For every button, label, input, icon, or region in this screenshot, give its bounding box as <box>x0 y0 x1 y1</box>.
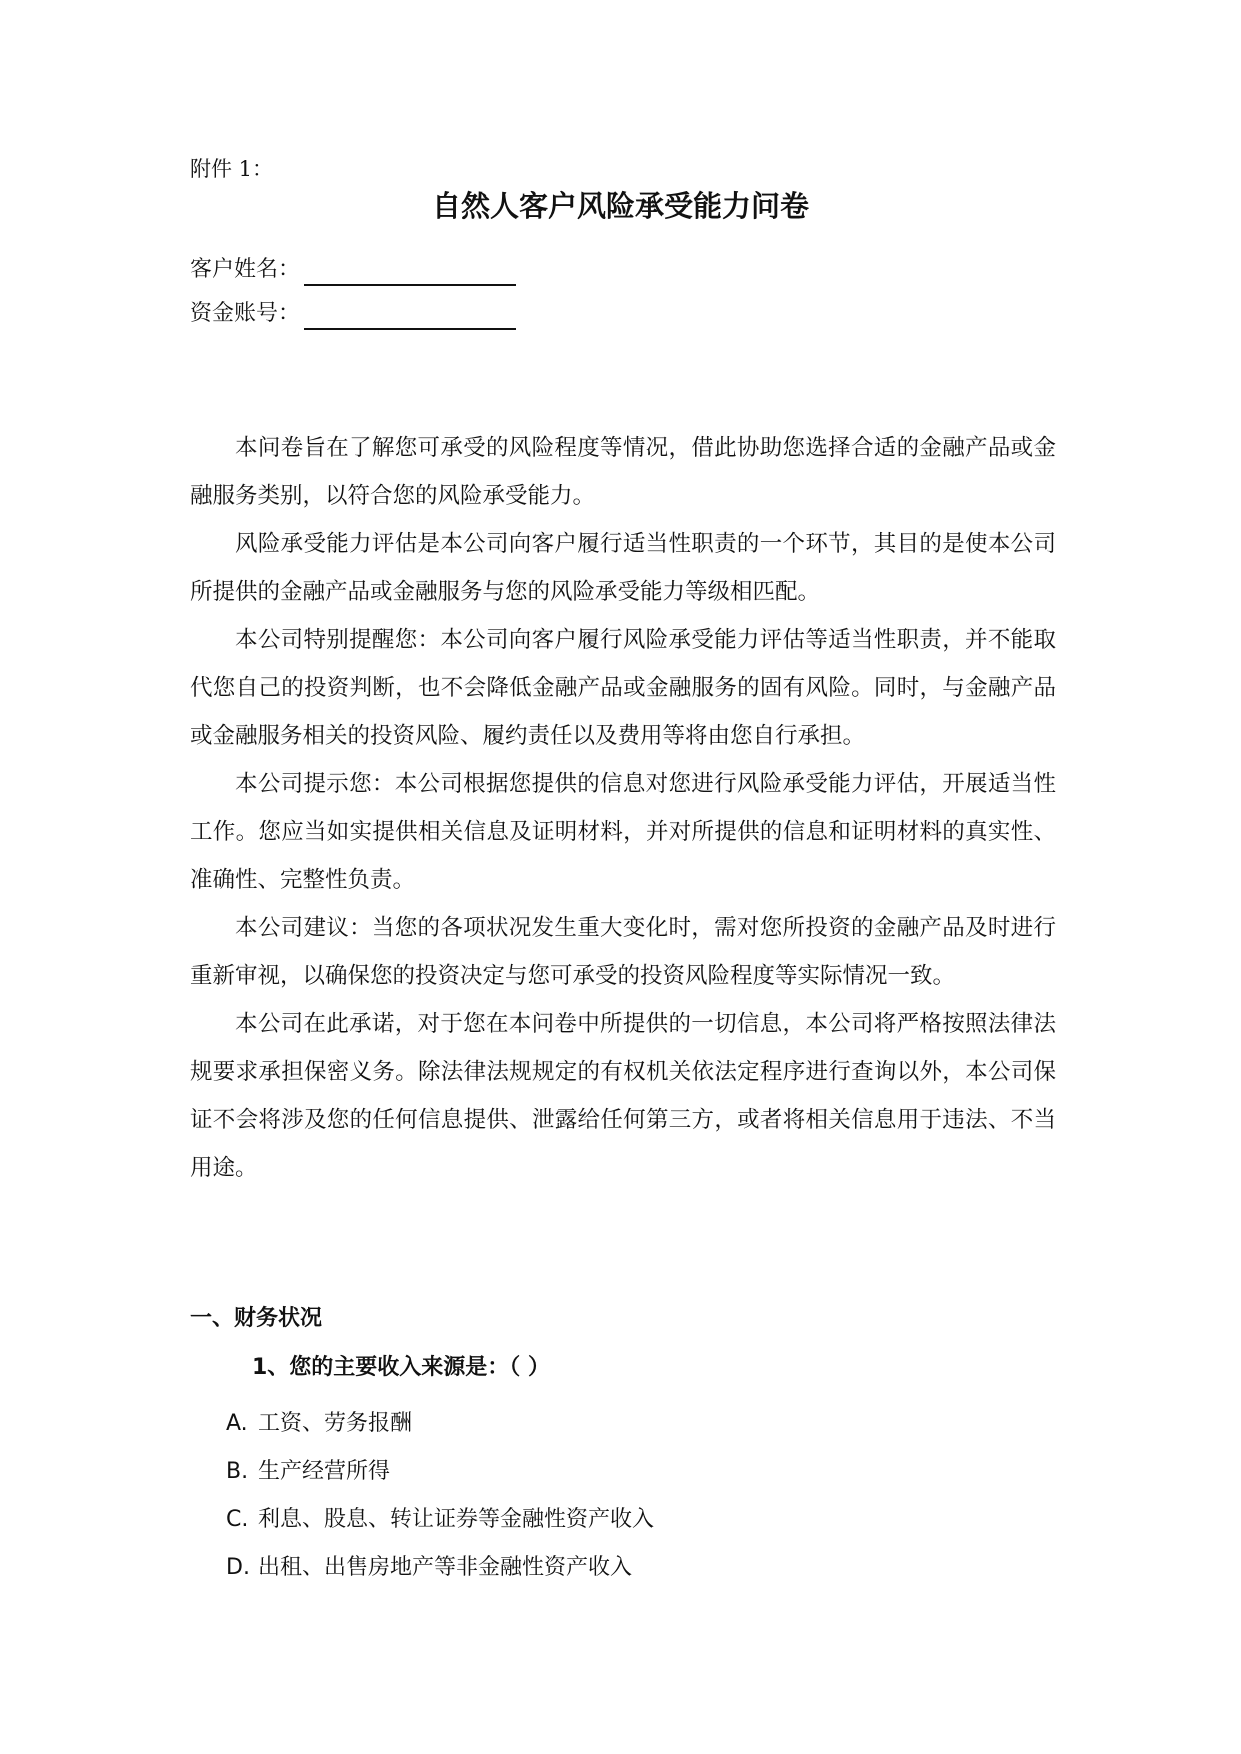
document-title: 自然人客户风险承受能力问卷 <box>431 189 809 223</box>
option-text: 工资、劳务报酬 <box>258 1411 413 1436</box>
option-letter: C. <box>226 1507 249 1532</box>
intro-text <box>190 424 1056 1192</box>
option-d[interactable] <box>226 1544 654 1592</box>
option-text: 出租、出售房地产等非金融性资产收入 <box>258 1555 633 1580</box>
paragraph: 本问卷旨在了解您可承受的风险程度等情况，借此协助您选择合适的金融产品或金融服务类别，以符合您的风险承受能力。 <box>190 435 1056 509</box>
attachment-label: 附件 1： <box>190 157 274 181</box>
option-text: 利息、股息、转让证券等金融性资产收入 <box>258 1507 655 1532</box>
section-heading: 一、财务状况 <box>190 1306 323 1331</box>
option-a[interactable] <box>226 1400 654 1448</box>
customer-name-blank[interactable] <box>304 258 516 286</box>
option-letter: D. <box>226 1555 250 1580</box>
customer-name-label: 客户姓名： <box>190 257 301 282</box>
paragraph: 本公司在此承诺，对于您在本问卷中所提供的一切信息，本公司将严格按照法律法规要求承担保密义务。除法律法规规定的有权机关依法定程序进行查询以外，本公司保证不会将涉及您的任何信息提供、泄露给任何第三方，或者将相关信息用于违法、不当用途。 <box>190 1011 1056 1181</box>
paragraph: 风险承受能力评估是本公司向客户履行适当性职责的一个环节，其目的是使本公司所提供的金融产品或金融服务与您的风险承受能力等级相匹配。 <box>190 531 1056 605</box>
option-text: 生产经营所得 <box>258 1459 391 1484</box>
paragraph: 本公司特别提醒您：本公司向客户履行风险承受能力评估等适当性职责，并不能取代您自己的投资判断，也不会降低金融产品或金融服务的固有风险。同时，与金融产品或金融服务相关的投资风险、履约责任以及费用等将由您自行承担。 <box>190 627 1056 749</box>
fund-account-field <box>190 298 516 330</box>
option-letter: A. <box>226 1411 248 1436</box>
option-b[interactable] <box>226 1448 654 1496</box>
customer-name-field <box>190 254 516 286</box>
option-letter: B. <box>226 1459 249 1484</box>
paragraph: 本公司提示您：本公司根据您提供的信息对您进行风险承受能力评估，开展适当性工作。您应当如实提供相关信息及证明材料，并对所提供的信息和证明材料的真实性、准确性、完整性负责。 <box>190 771 1056 893</box>
paragraph: 本公司建议：当您的各项状况发生重大变化时，需对您所投资的金融产品及时进行重新审视，以确保您的投资决定与您可承受的投资风险程度等实际情况一致。 <box>190 915 1056 989</box>
fund-account-blank[interactable] <box>304 302 516 330</box>
option-c[interactable] <box>226 1496 654 1544</box>
fund-account-label: 资金账号： <box>190 301 301 326</box>
question-1-options <box>226 1400 654 1592</box>
question-1: 1、您的主要收入来源是：（ ） <box>252 1355 550 1380</box>
